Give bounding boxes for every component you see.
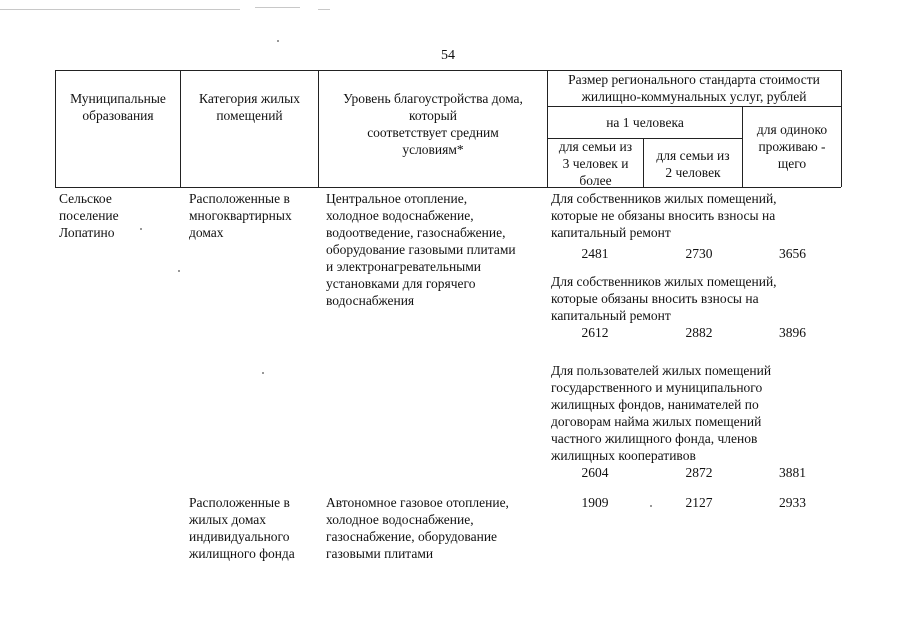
group1-value-family2: 2730 — [685, 246, 713, 261]
scan-speck — [277, 40, 279, 42]
group2-value-family3: 2612 — [581, 325, 609, 340]
group1-label: Для собственников жилых помещений, которые не обязаны вносить взносы на капитальный ремонт — [551, 191, 777, 240]
header-per-person: на 1 человека — [606, 115, 684, 130]
group3-value-family2: 2872 — [685, 465, 713, 480]
group2-label: Для собственников жилых помещений, которые обязаны вносить взносы на капитальный ремонт — [551, 274, 777, 323]
group2-value-single: 3896 — [779, 325, 806, 340]
header-single: для одиноко проживаю - щего — [756, 122, 828, 171]
header-amenities: Уровень благоустройства дома, который соответствует средним условиям* — [343, 91, 523, 157]
group2-value-family2: 2882 — [685, 325, 713, 340]
row1-municipality: Сельское поселение Лопатино — [59, 191, 119, 240]
group1-value-family3: 2481 — [581, 246, 609, 261]
row1-amenities: Центральное отопление, холодное водоснабжение, водоотведение, газоснабжение, оборудование газовыми плитами и электронагревательными установками для горячего водоснабжения — [326, 191, 516, 308]
header-municipality: Муниципальные образования — [70, 91, 166, 123]
scan-artifact-line — [255, 7, 300, 8]
page-number: 54 — [441, 48, 455, 63]
group1-value-single: 3656 — [779, 246, 806, 261]
header-standard-size: Размер регионального стандарта стоимости жилищно-коммунальных услуг, рублей — [568, 72, 820, 104]
scan-speck — [178, 270, 180, 272]
scan-artifact-line — [318, 9, 330, 10]
row2-value-family3: 1909 — [581, 495, 609, 510]
scan-speck — [262, 372, 264, 374]
header-family-2: для семьи из 2 человек — [656, 148, 730, 180]
scan-artifact-line — [0, 9, 240, 10]
row2-value-single: 2933 — [779, 495, 806, 510]
header-category: Категория жилых помещений — [199, 91, 300, 123]
row2-value-family2: 2127 — [685, 495, 713, 510]
header-family-3: для семьи из 3 человек и более — [558, 139, 633, 188]
scan-speck — [650, 505, 652, 507]
row2-category: Расположенные в жилых домах индивидуального жилищного фонда — [189, 495, 295, 561]
group3-value-single: 3881 — [779, 465, 806, 480]
row1-category: Расположенные в многоквартирных домах — [189, 191, 292, 240]
row2-amenities: Автономное газовое отопление, холодное водоснабжение, газоснабжение, оборудование газовыми плитами — [326, 495, 509, 561]
group3-label: Для пользователей жилых помещений государственного и муниципального жилищных фондов, нанимателей по договорам найма жилых помещений частного жилищного фонда, членов жилищных кооперативов — [551, 363, 772, 463]
group3-value-family3: 2604 — [581, 465, 609, 480]
